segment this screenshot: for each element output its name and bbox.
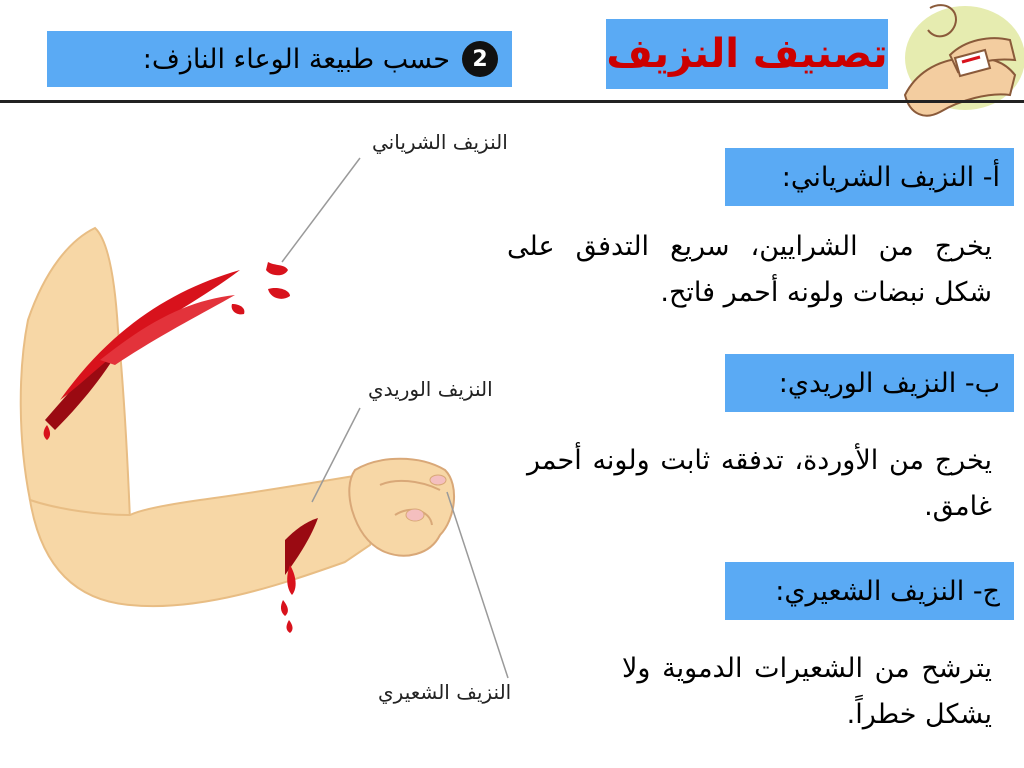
- subtitle-text: حسب طبيعة الوعاء النازف:: [142, 43, 450, 75]
- label-capillary: النزيف الشعيري: [378, 680, 512, 704]
- heading-arterial: أ- النزيف الشرياني:: [725, 148, 1014, 206]
- page-title: تصنيف النزيف: [606, 19, 888, 89]
- label-arterial: النزيف الشرياني: [372, 130, 508, 154]
- step-number-badge: 2: [462, 41, 498, 77]
- body-capillary: يترشح من الشعيرات الدموية ولا يشكل خطراً.: [622, 653, 992, 730]
- body-arterial: يخرج من الشرايين، سريع التدفق على شكل نبضات ولونه أحمر فاتح.: [507, 231, 992, 308]
- heading-capillary: ج- النزيف الشعيري:: [725, 562, 1014, 620]
- heading-venous: ب- النزيف الوريدي:: [725, 354, 1014, 412]
- label-venous: النزيف الوريدي: [368, 377, 493, 401]
- body-venous: يخرج من الأوردة، تدفقه ثابت ولونه أحمر غامق.: [527, 445, 992, 522]
